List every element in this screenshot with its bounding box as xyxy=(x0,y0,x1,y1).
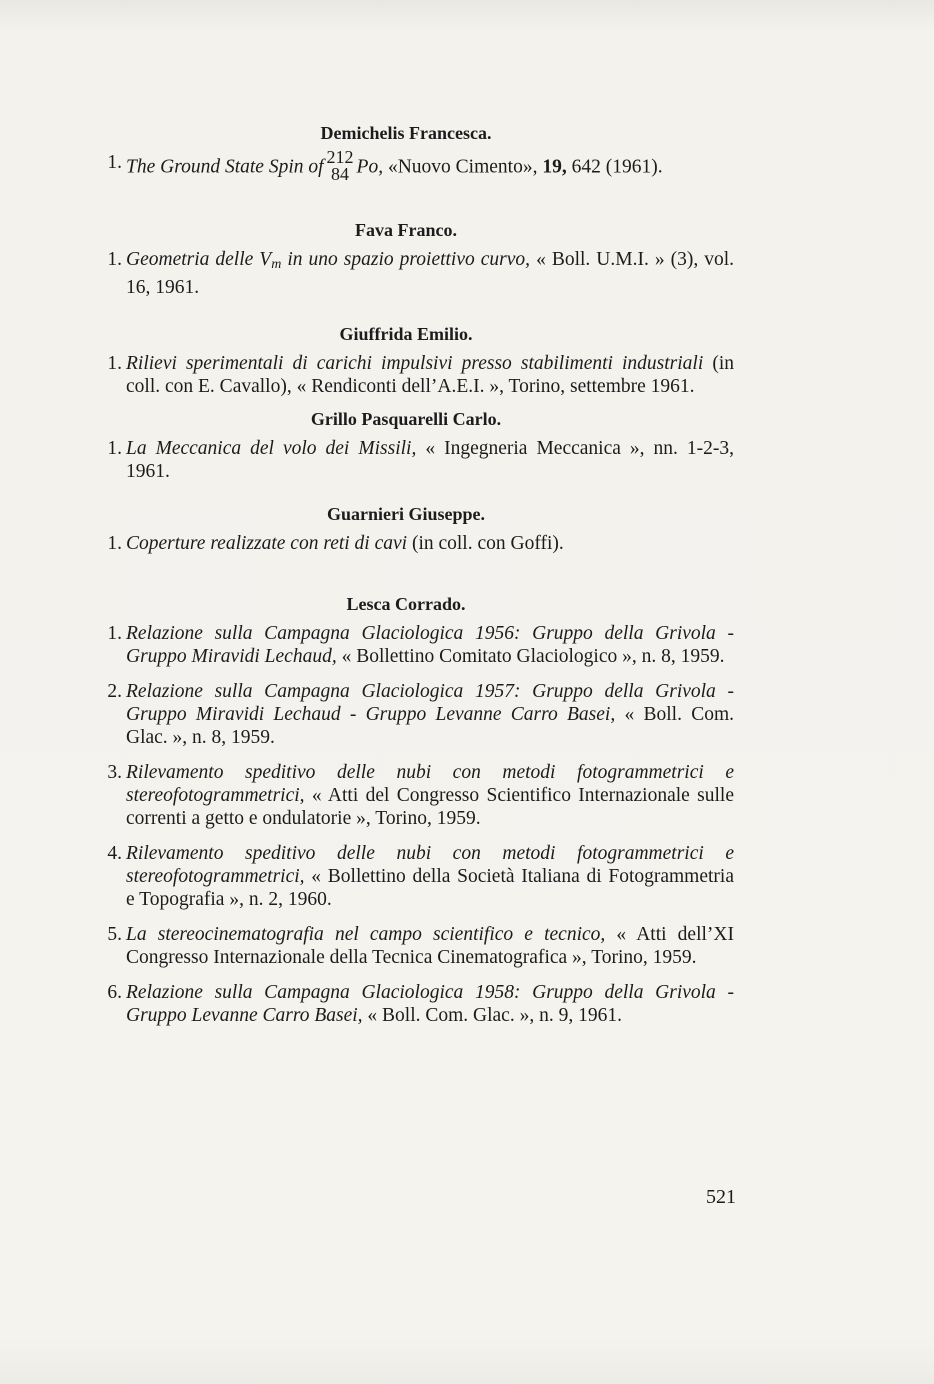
bibliography-entry xyxy=(78,248,734,299)
entry-title: Relazione sulla Campagna Glaciologica 1956: Gruppo della Grivola - Gruppo Miravidi Lechaud, xyxy=(126,623,734,667)
entry-title-cont: in uno spazio proiettivo curvo, xyxy=(287,249,531,270)
author-heading: Lesca Corrado. xyxy=(346,594,466,614)
subscript: m xyxy=(271,257,282,272)
page-number: 521 xyxy=(706,1186,736,1208)
entry-source: « Bollettino Comitato Glaciologico », n. 8, 1959. xyxy=(341,646,725,667)
isotope-notation xyxy=(327,149,354,183)
entry-number: 1. xyxy=(107,438,122,459)
bibliography-entry xyxy=(78,352,734,398)
entry-number: 6. xyxy=(107,982,122,1003)
entry-source: « Ingegneria Meccanica », nn. 1-2-3, 1961. xyxy=(126,438,735,482)
entry-title: Relazione sulla Campagna Glaciologica 1958: Gruppo della Grivola - Gruppo Levanne Carro Basei, xyxy=(126,982,734,1026)
entry-number: 3. xyxy=(107,762,122,783)
entry-title: Rilevamento speditivo delle nubi con metodi fotogrammetrici e stereofotogrammetrici, xyxy=(126,843,734,887)
entry-source: «Nuovo Cimento», xyxy=(387,156,538,178)
bibliography-entry xyxy=(78,981,734,1027)
bibliography-entry xyxy=(78,622,734,668)
entry-title: Rilevamento speditivo delle nubi con metodi fotogrammetrici e stereofotogrammetrici, xyxy=(126,762,734,806)
entry-title: Coperture realizzate con reti di cavi xyxy=(126,533,408,554)
entry-source: « Boll. Com. Glac. », n. 9, 1961. xyxy=(367,1005,622,1026)
entry-source: « Atti dell’XI Congresso Internazionale della Tecnica Cinematografica », Torino, 1959. xyxy=(126,924,734,968)
entry-number: 2. xyxy=(107,681,122,702)
entry-pages: 642 (1961). xyxy=(571,156,663,178)
author-heading: Fava Franco. xyxy=(355,220,457,240)
bibliography-entry xyxy=(78,147,734,185)
bibliography-entry xyxy=(78,437,734,483)
entry-number: 1. xyxy=(107,353,122,374)
bibliography-entry xyxy=(78,761,734,830)
bibliography-entry xyxy=(78,532,734,555)
atomic-number: 84 xyxy=(331,164,350,184)
bibliography-entry xyxy=(78,680,734,749)
entry-title: The Ground State Spin of xyxy=(126,156,324,178)
entry-number: 1. xyxy=(107,249,122,270)
entry-number: 1. xyxy=(107,623,122,644)
bibliography-entry xyxy=(78,842,734,911)
entry-title: Relazione sulla Campagna Glaciologica 1957: Gruppo della Grivola - Gruppo Miravidi Lechaud - Gruppo Levanne Carro Basei, xyxy=(126,681,734,725)
entry-title: Geometria delle V xyxy=(126,249,272,270)
author-heading: Giuffrida Emilio. xyxy=(339,324,473,344)
entry-volume: 19, xyxy=(542,156,567,178)
author-heading: Guarnieri Giuseppe. xyxy=(326,504,485,524)
bibliography-entry xyxy=(78,923,734,969)
author-heading: Demichelis Francesca. xyxy=(320,123,492,143)
entry-number: 5. xyxy=(107,924,122,945)
entry-source: (in coll. con E. Cavallo), « Rendiconti dell’A.E.I. », Torino, settembre 1961. xyxy=(126,353,734,397)
entry-title: Rilievi sperimentali di carichi impulsivi presso stabilimenti industriali xyxy=(126,353,704,374)
entry-number: 4. xyxy=(107,843,122,864)
entry-source: « Boll. U.M.I. » (3), vol. 16, 1961. xyxy=(126,249,735,298)
entry-title: La Meccanica del volo dei Missili, xyxy=(126,438,417,459)
entry-source: (in coll. con Goffi). xyxy=(411,533,564,554)
entry-source: « Boll. Com. Glac. », n. 8, 1959. xyxy=(126,704,735,748)
bibliography-column xyxy=(78,122,734,1027)
author-heading: Grillo Pasquarelli Carlo. xyxy=(310,409,502,429)
entry-number: 1. xyxy=(107,152,122,173)
entry-title: La stereocinematografia nel campo scientifico e tecnico, xyxy=(126,924,606,945)
entry-number: 1. xyxy=(107,533,122,554)
entry-source: « Atti del Congresso Scientifico Internazionale sulle correnti a getto e ondulatorie », Torino, 1959. xyxy=(126,785,735,829)
mass-number: 212 xyxy=(326,147,354,167)
entry-title-cont: Po, xyxy=(356,156,384,178)
entry-source: « Bollettino della Società Italiana di Fotogrammetria e Topografia », n. 2, 1960. xyxy=(126,866,734,910)
